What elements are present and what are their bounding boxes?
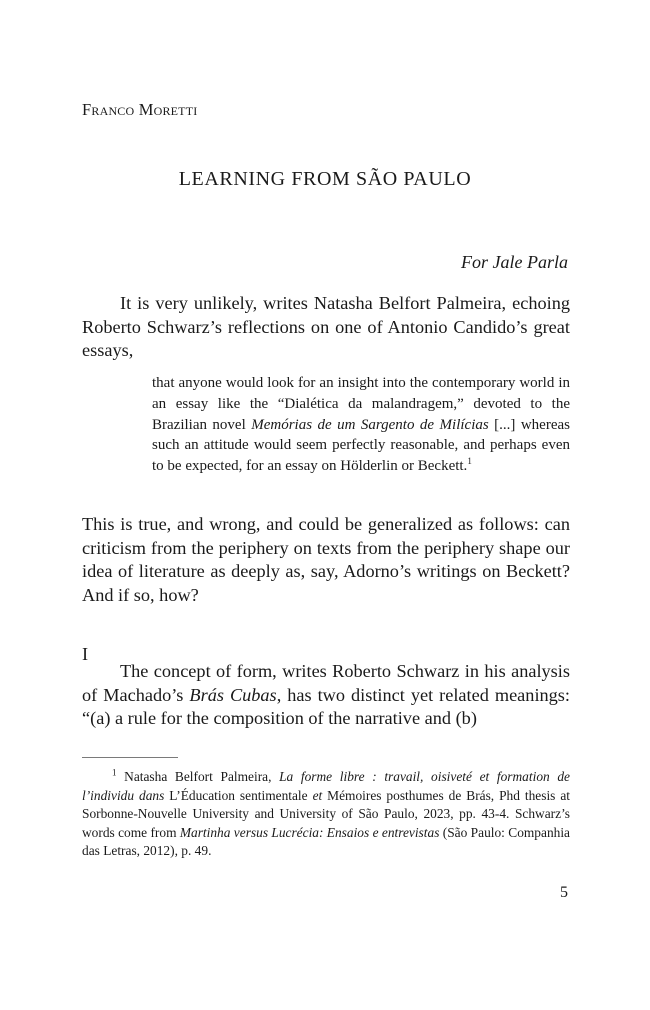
section-number: I xyxy=(82,644,89,664)
footnote-number: 1 xyxy=(112,767,117,778)
footnote-divider xyxy=(82,757,178,758)
author-name: Franco Moretti xyxy=(82,100,198,119)
essay-title: LEARNING FROM SÃO PAULO xyxy=(178,168,472,190)
body-paragraph-2: This is true, and wrong, and could be generalized as follows: can criticism from the periphery on texts from the periphery shape our idea of literature as deeply as, say, Adorno’s writings on Beckett? And if so, how? xyxy=(82,514,570,605)
body-paragraph-1: It is very unlikely, writes Natasha Belfort Palmeira, echoing Roberto Schwarz’s reflections on one of Antonio Candido’s great essays, xyxy=(82,293,570,360)
quote-text-2: [...] whereas such an attitude would seem perfectly reasonable, and perhaps even to be expected, for an essay on Hölderlin or Beckett. xyxy=(152,416,570,475)
footnote-italic-3: Martinha versus Lucrécia: Ensaios e entrevistas xyxy=(179,824,440,840)
quote-text-1: that anyone would look for an insight into the contemporary world in an essay like the “Dialética da malandragem,” devoted to the Brazilian novel xyxy=(152,375,570,433)
footnote-reference[interactable]: 1 xyxy=(467,456,472,467)
section-italic-title: Brás Cubas xyxy=(189,684,277,705)
quote-italic-title: Memórias de um Sargento de Milícias xyxy=(251,416,489,433)
dedication: For Jale Parla xyxy=(461,252,568,272)
section-text-1: The concept of form, writes Roberto Schwarz in his analysis of Machado’s xyxy=(82,661,570,705)
block-quote xyxy=(152,373,570,477)
footnote-italic-2: et xyxy=(312,787,323,803)
footnote-text-1: Natasha Belfort Palmeira, xyxy=(116,769,280,784)
body-paragraph-3 xyxy=(82,660,570,731)
footnote-italic-1: La forme libre : travail, oisiveté et formation de l’individu dans xyxy=(82,769,570,803)
footnote-text-3: Mémoires posthumes de Brás, Phd thesis at Sorbonne-Nouvelle University and University of São Paulo, 2023, pp. 43-4. Schwarz’s words come from xyxy=(82,787,571,840)
footnote xyxy=(82,768,570,861)
footnote-text-4: (São Paulo: Companhia das Letras, 2012), p. 49. xyxy=(82,824,570,859)
page-number: 5 xyxy=(560,884,568,901)
section-text-2: , has two distinct yet related meanings: “(a) a rule for the composition of the narrative and (b) xyxy=(82,684,570,728)
footnote-text-2: L’Éducation sentimentale xyxy=(164,787,313,803)
